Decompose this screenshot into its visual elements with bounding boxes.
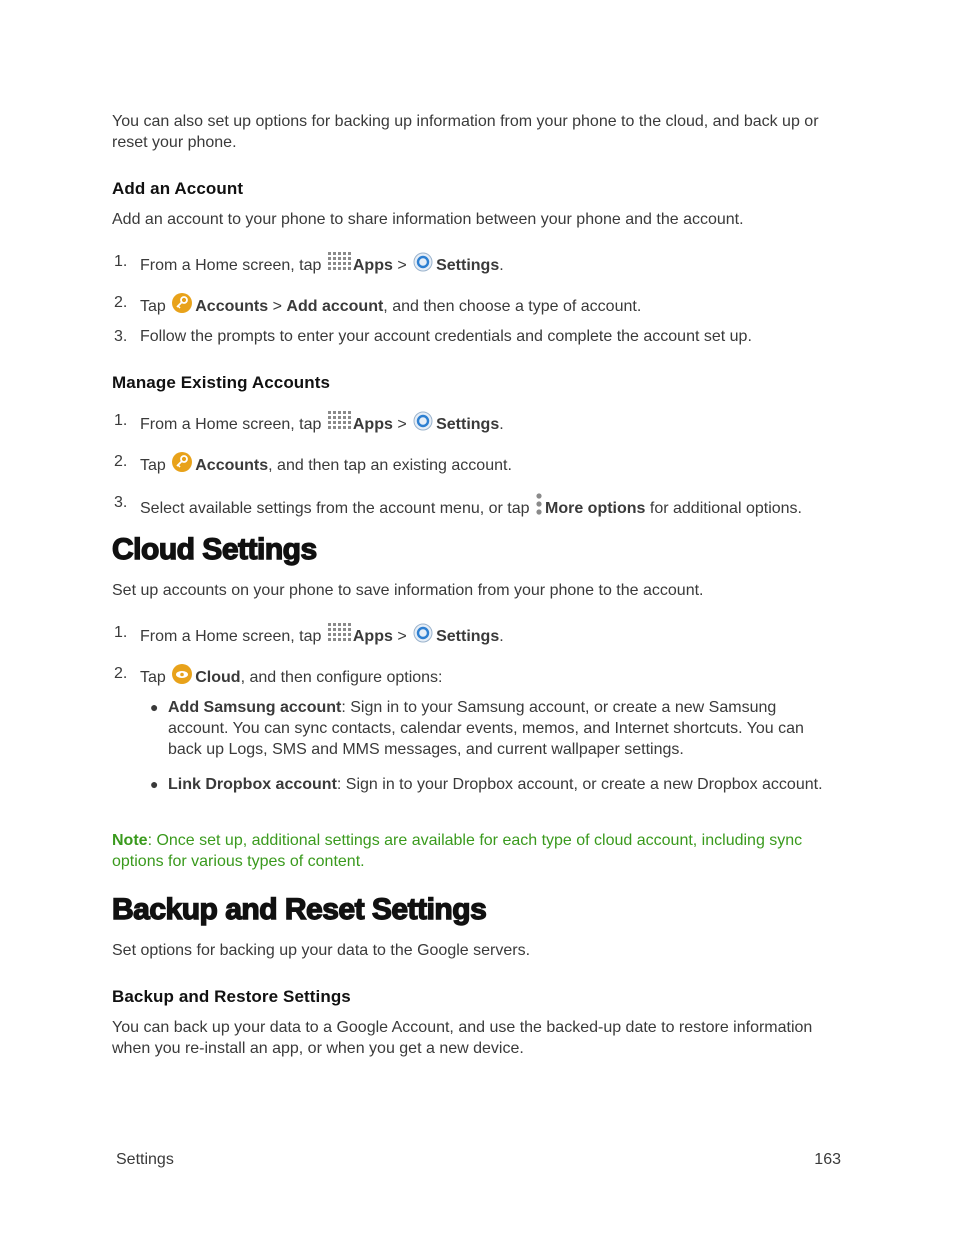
add-account-desc: Add an account to your phone to share information between your phone and the account. (112, 211, 744, 228)
step-number: 1. (114, 412, 128, 429)
backup-restore-desc: You can back up your data to a Google Account, and use the backed-up date to restore information when you re-install an app, or when you get a new device. (112, 1019, 813, 1057)
step-number: 2. (114, 294, 128, 311)
cloud-settings-desc: Set up accounts on your phone to save information from your phone to the account. (112, 582, 704, 599)
cloud-bullet-dropbox: Link Dropbox account: Sign in to your Dropbox account, or create a new Dropbox account. (168, 776, 823, 793)
cloud-settings-heading: Cloud Settings (112, 533, 317, 566)
accounts-key-icon (171, 451, 193, 479)
cloud-icon (171, 663, 193, 691)
step-number: 1. (114, 624, 128, 641)
backup-restore-heading: Backup and Restore Settings (112, 987, 351, 1006)
step-number: 2. (114, 665, 128, 682)
apps-grid-icon (327, 251, 351, 279)
manage-step-1: From a Home screen, tap Apps > Settings. (140, 410, 504, 438)
backup-reset-heading: Backup and Reset Settings (112, 893, 487, 926)
footer-section: Settings (116, 1151, 174, 1168)
cloud-step-2: Tap Cloud, and then configure options: (140, 663, 443, 691)
step-number: 3. (114, 328, 128, 345)
accounts-key-icon (171, 292, 193, 320)
add-account-step-2: Tap Accounts > Add account, and then choose a type of account. (140, 292, 641, 320)
manage-accounts-heading: Manage Existing Accounts (112, 373, 331, 392)
step-number: 3. (114, 494, 128, 511)
settings-gear-icon (412, 251, 434, 279)
more-options-icon (535, 492, 543, 522)
cloud-bullet-samsung: Add Samsung account: Sign in to your Samsung account, or create a new Samsung account. You can sync contacts, calendar events, memos, and Internet shortcuts. You can back up Logs, SMS and MMS messages, and current wallpaper settings. (168, 699, 804, 758)
add-account-heading: Add an Account (112, 179, 244, 198)
settings-gear-icon (412, 622, 434, 650)
backup-reset-desc: Set options for backing up your data to the Google servers. (112, 942, 531, 959)
bullet-dot: ● (150, 699, 159, 715)
cloud-note: Note: Once set up, additional settings are available for each type of cloud account, including sync options for various types of content. (112, 832, 803, 870)
bullet-dot: ● (150, 776, 159, 792)
manage-step-3: Select available settings from the account menu, or tap More options for additional options. (140, 492, 802, 522)
settings-gear-icon (412, 410, 434, 438)
add-account-step-3: Follow the prompts to enter your account credentials and complete the account set up. (140, 328, 752, 345)
step-number: 1. (114, 253, 128, 270)
apps-grid-icon (327, 622, 351, 650)
intro-paragraph: You can also set up options for backing up information from your phone to the cloud, and back up or reset your phone. (112, 113, 819, 151)
step-number: 2. (114, 453, 128, 470)
footer-page-number: 163 (814, 1151, 841, 1168)
add-account-step-1: From a Home screen, tap Apps > Settings. (140, 251, 504, 279)
apps-grid-icon (327, 410, 351, 438)
cloud-step-1: From a Home screen, tap Apps > Settings. (140, 622, 504, 650)
manage-step-2: Tap Accounts, and then tap an existing account. (140, 451, 512, 479)
